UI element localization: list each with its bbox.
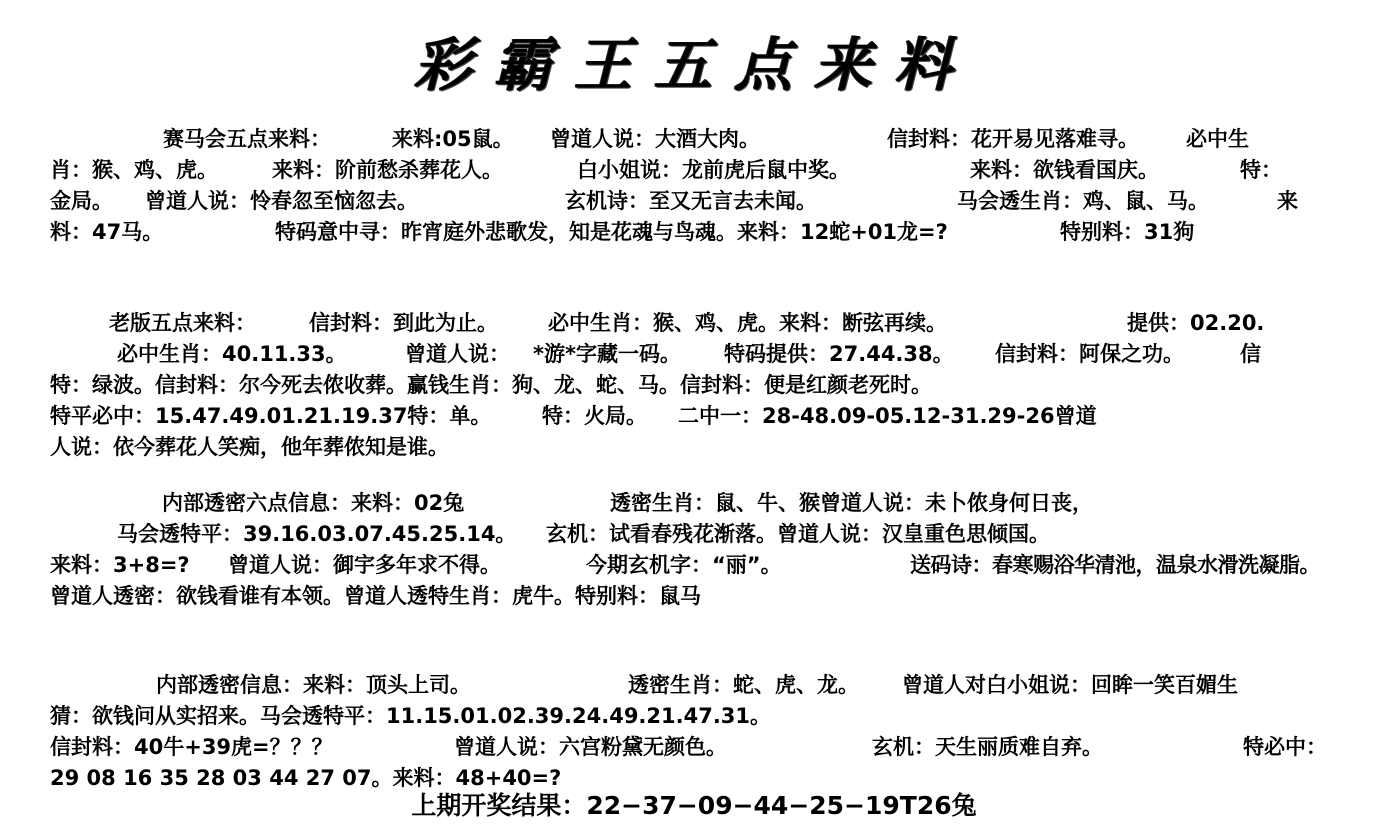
text-segment: 必中生肖：40.11.33。 — [117, 342, 347, 366]
text-line — [50, 701, 1385, 732]
text-line — [50, 124, 1385, 155]
text-segment: 29 08 16 35 28 03 44 27 07。来料：48+40=? — [50, 766, 562, 790]
text-segment: 老版五点来料： — [109, 311, 256, 335]
text-line — [50, 670, 1385, 701]
text-segment: 来 — [1277, 189, 1298, 213]
text-line — [50, 155, 1385, 186]
last-draw-result: 上期开奖结果：22−37−09−44−25−19T26兔 — [411, 791, 977, 820]
text-segment: 二中一：28-48.09-05.12-31.29-26曾道 — [678, 404, 1097, 428]
text-segment: 金局。 — [50, 189, 113, 213]
text-segment: 特：绿波。信封料：尔今死去侬收葬。赢钱生肖：狗、龙、蛇、马。信封料：便是红颜老死时。 — [50, 373, 932, 397]
text-segment: 特必中： — [1243, 735, 1327, 759]
text-segment: 特： — [1240, 158, 1282, 182]
text-line — [50, 581, 1385, 612]
text-segment: 来料：3+8=? — [50, 553, 190, 577]
text-line — [50, 339, 1385, 370]
text-segment: 透密生肖：鼠、牛、猴曾道人说：未卜侬身何日丧， — [610, 491, 1093, 515]
text-line — [50, 370, 1385, 401]
text-segment: 透密生肖：蛇、虎、龙。 — [628, 673, 859, 697]
text-segment: 曾道人透密：欲钱看谁有本领。曾道人透特生肖：虎牛。特别料：鼠马 — [50, 584, 701, 608]
text-line — [50, 488, 1385, 519]
text-line — [50, 432, 1385, 463]
text-segment: 曾道人说：大酒大肉。 — [550, 127, 760, 151]
text-segment: 来料:05鼠。 — [392, 127, 514, 151]
text-segment: 特平必中：15.47.49.01.21.19.37特：单。 — [50, 404, 492, 428]
text-segment: 玄机诗：至又无言去未闻。 — [565, 189, 817, 213]
section-neibu-liudian — [50, 488, 1385, 612]
text-segment: 曾道人对白小姐说：回眸一笑百媚生 — [902, 673, 1238, 697]
section-saimahui — [50, 124, 1385, 248]
text-segment: 内部透密六点信息：来料：02兔 — [162, 491, 465, 515]
text-segment: 曾道人说： — [405, 342, 510, 366]
text-segment: 曾道人说：御宇多年求不得。 — [228, 553, 501, 577]
text-segment: 特：火局。 — [542, 404, 647, 428]
text-segment: 信封料：阿保之功。 — [995, 342, 1184, 366]
text-segment: 来料：欲钱看国庆。 — [970, 158, 1159, 182]
text-segment: 来料：阶前愁杀葬花人。 — [272, 158, 503, 182]
text-segment: 特别料：31狗 — [1060, 220, 1195, 244]
text-segment: 曾道人说：怜春忽至恼忽去。 — [145, 189, 418, 213]
text-line — [50, 550, 1385, 581]
text-segment: 马会透特平：39.16.03.07.45.25.14。 — [117, 522, 517, 546]
text-segment: 白小姐说：龙前虎后鼠中奖。 — [577, 158, 850, 182]
text-segment: 料：47马。 — [50, 220, 164, 244]
text-segment: *游*字藏一码。 — [533, 342, 681, 366]
text-segment: 特码提供：27.44.38。 — [724, 342, 954, 366]
text-line — [50, 519, 1385, 550]
text-line — [50, 308, 1385, 339]
text-segment: 特码意中寻：昨宵庭外悲歌发，知是花魂与鸟魂。来料：12蛇+01龙=? — [275, 220, 948, 244]
text-line — [50, 401, 1385, 432]
text-segment: 必中生肖：猴、鸡、虎。来料：断弦再续。 — [548, 311, 947, 335]
text-segment: 信封料：到此为止。 — [309, 311, 498, 335]
text-segment: 信封料：花开易见落难寻。 — [887, 127, 1139, 151]
text-segment: 玄机：天生丽质难自弃。 — [872, 735, 1103, 759]
text-segment: 曾道人说：六宫粉黛无颜色。 — [454, 735, 727, 759]
text-line — [50, 732, 1385, 763]
text-segment: 今期玄机字：“丽”。 — [586, 553, 782, 577]
text-segment: 马会透生肖：鸡、鼠、马。 — [957, 189, 1209, 213]
text-segment: 必中生 — [1186, 127, 1249, 151]
text-segment: 人说：依今葬花人笑痴，他年葬侬知是谁。 — [50, 435, 449, 459]
text-segment: 猜：欲钱问从实招来。马会透特平：11.15.01.02.39.24.49.21.47.31。 — [50, 704, 772, 728]
text-segment: 赛马会五点来料： — [163, 127, 331, 151]
text-segment: 内部透密信息：来料：顶头上司。 — [156, 673, 471, 697]
section-laoban — [50, 308, 1385, 463]
text-segment: 信 — [1240, 342, 1261, 366]
text-segment: 肖：猴、鸡、虎。 — [50, 158, 218, 182]
text-segment: 送码诗：春寒赐浴华清池，温泉水滑洗凝脂。 — [910, 553, 1320, 577]
text-segment: 提供：02.20. — [1127, 311, 1265, 335]
page-title: 彩霸王五点来料 — [413, 31, 974, 99]
text-segment: 信封料：40牛+39虎=？？？ — [50, 735, 333, 759]
text-line — [50, 186, 1385, 217]
section-neibu — [50, 670, 1385, 794]
text-segment: 玄机：试看春残花渐落。曾道人说：汉皇重色思倾国。 — [546, 522, 1050, 546]
text-line — [50, 217, 1385, 248]
